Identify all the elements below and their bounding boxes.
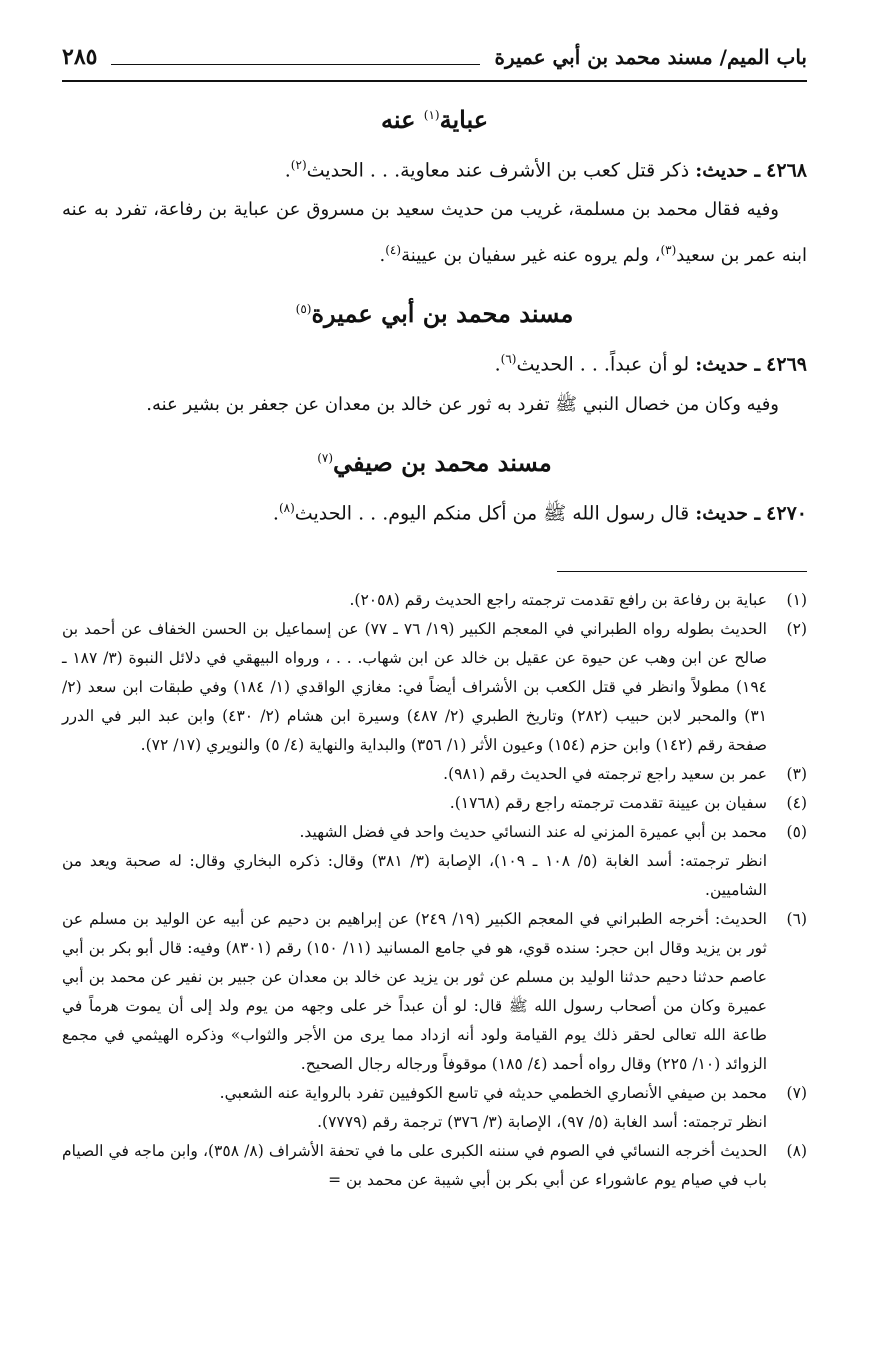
period: . bbox=[272, 501, 279, 524]
footnote-1 bbox=[62, 586, 807, 615]
footnote-ref: (٥) bbox=[295, 302, 312, 317]
footnote-7-extra: انظر ترجمته: أسد الغابة (٥/ ٩٧)، الإصابة (٣/ ٣٧٦) ترجمة رقم (٧٧٧٩). bbox=[317, 1112, 767, 1131]
footnote-6 bbox=[62, 905, 807, 1079]
footnote-label: (٧) bbox=[786, 1083, 807, 1102]
section-title-text: عباية bbox=[439, 105, 489, 134]
hadith-number: ٤٢٦٨ bbox=[766, 159, 807, 182]
hadith-tag: ـ حديث: bbox=[695, 501, 761, 524]
hadith-text: ذكر قتل كعب بن الأشرف عند معاوية. . . الحديث bbox=[306, 159, 690, 182]
section-title-2 bbox=[62, 290, 807, 333]
footnote-ref: (٦) bbox=[500, 352, 517, 367]
footnote-separator bbox=[557, 571, 807, 572]
page-header bbox=[62, 34, 807, 82]
hadith-number: ٤٢٧٠ bbox=[766, 501, 807, 524]
page-number: ٢٨٥ bbox=[62, 44, 98, 70]
hadith-text: لو أن عبداً. . . الحديث bbox=[516, 353, 690, 376]
hadith-text: قال رسول الله ﷺ من أكل منكم اليوم. . . الحديث bbox=[294, 501, 690, 524]
section-title-3 bbox=[62, 439, 807, 482]
footnote-ref: (٨) bbox=[278, 500, 295, 515]
note-text: ، ولم يروه عنه غير سفيان بن عيينة bbox=[401, 245, 661, 267]
section-title-1 bbox=[62, 96, 807, 139]
footnote-text: سفيان بن عيينة تقدمت ترجمته راجع رقم (١٧٦٨). bbox=[449, 793, 767, 812]
hadith-tag: ـ حديث: bbox=[695, 159, 761, 182]
footnote-label: (٣) bbox=[786, 764, 807, 783]
footnote-5 bbox=[62, 818, 807, 847]
header-rule bbox=[111, 64, 480, 65]
footnote-text: الحديث أخرجه النسائي في الصوم في سننه الكبرى على ما في تحفة الأشراف (٨/ ٣٥٨)، وابن ماجه في الصيام باب في صيام يوم عاشوراء عن أبي بكر بن أبي شيبة عن محمد بن = bbox=[62, 1141, 768, 1189]
hadith-tag: ـ حديث: bbox=[695, 353, 761, 376]
footnote-label: (٢) bbox=[786, 619, 807, 638]
section-title-text: مسند محمد بن صيفي bbox=[333, 447, 552, 477]
hadith-entry-4268 bbox=[62, 145, 807, 190]
period: . bbox=[284, 159, 291, 182]
footnote-text: الحديث: أخرجه الطبراني في المعجم الكبير (١٩/ ٢٤٩) عن إبراهيم بن دحيم عن أبيه عن الوليد بن مسلم عن ثور بن يزيد وقال ابن حجر: سنده قوي، هو في جامع المسانيد (١١/ ١٥٠) رقم (٨٣٠١) وفيه: قال أبو بكر بن أبي عاصم حدثنا دحيم حدثنا الوليد بن مسلم عن ثور بن يزيد عن خالد بن معدان عن جبير بن نفير عن محمد بن أبي عميرة وكان من أصحاب رسول الله ﷺ قال: لو أن عبداً خر على وجهه من يوم ولد إلى أن يموت هرماً في طاعة الله تعالى لحقر ذلك يوم القيامة ولود أنه ازداد مما يرى من الأجر والثواب» وذكره الهيثمي في مجمع الزوائد (١٠/ ٢٢٥) وقال رواه أحمد (٤/ ١٨٥) موقوفاً ورجاله رجال الصحيح. bbox=[62, 909, 767, 1073]
footnote-5-extra: انظر ترجمته: أسد الغابة (٥/ ١٠٨ ـ ١٠٩)، الإصابة (٣/ ٣٨١) وقال: ذكره البخاري وقال: له صحبة ويعد من الشاميين. bbox=[62, 851, 767, 899]
period: . bbox=[494, 353, 501, 376]
footnote-text: محمد بن صيفي الأنصاري الخطمي حديثه في تاسع الكوفيين تفرد بالرواية عنه الشعبي. bbox=[219, 1083, 767, 1102]
hadith-number: ٤٢٦٩ bbox=[766, 353, 807, 376]
footnote-text: عمر بن سعيد راجع ترجمته في الحديث رقم (٩٨١). bbox=[443, 764, 767, 783]
footnote-label: (١) bbox=[786, 590, 807, 609]
section-title-text: مسند محمد بن أبي عميرة bbox=[311, 299, 574, 329]
period: . bbox=[379, 245, 386, 267]
footnote-label: (٦) bbox=[786, 909, 807, 928]
book-page bbox=[62, 34, 807, 1195]
section-title-suffix: عنه bbox=[380, 105, 416, 134]
footnote-ref: (٧) bbox=[317, 450, 334, 465]
footnotes bbox=[62, 586, 807, 1195]
hadith-entry-4270 bbox=[62, 488, 807, 533]
footnote-label: (٤) bbox=[786, 793, 807, 812]
hadith-note-4268 bbox=[62, 190, 807, 276]
footnote-label: (٥) bbox=[786, 822, 807, 841]
footnote-label: (٨) bbox=[786, 1141, 807, 1160]
footnote-text: الحديث بطوله رواه الطبراني في المعجم الكبير (١٩/ ٧٦ ـ ٧٧) عن إسماعيل بن الحسن الخفاف عن أحمد بن صالح عن ابن وهب عن حيوة عن عقيل بن خالد عن ابن شهاب. . . ، ورواه البيهقي في دلائل النبوة (٣/ ١٨٧ ـ ١٩٤) مطولاً وانظر في قتل الكعب بن الأشراف أيضاً في: مغازي الواقدي (١/ ١٨٤) وفي طبقات ابن سعد (٢/ ٣١) والمحبر لابن حبيب (٢٨٢) وتاريخ الطبري (٢/ ٤٨٧) وسيرة ابن هشام (٢/ ٤٣٠) وابن عبد البر في الدرر صفحة رقم (١٤٢) وابن حزم (١٥٤) وعيون الأثر (١/ ٣٥٦) والبداية والنهاية (٤/ ٥) والنويري (١٧/ ٧٢). bbox=[62, 619, 768, 754]
footnote-ref: (١) bbox=[423, 108, 440, 122]
footnote-4 bbox=[62, 789, 807, 818]
footnote-8 bbox=[62, 1137, 807, 1195]
hadith-note-4269: وفيه وكان من خصال النبي ﷺ تفرد به ثور عن خالد بن معدان عن جعفر بن بشير عنه. bbox=[146, 393, 779, 415]
footnote-7 bbox=[62, 1079, 807, 1108]
footnote-ref: (٢) bbox=[290, 158, 307, 172]
hadith-entry-4269 bbox=[62, 339, 807, 384]
footnote-text: محمد بن أبي عميرة المزني له عند النسائي حديث واحد في فضل الشهيد. bbox=[299, 822, 767, 841]
note-text: وفيه فقال محمد بن مسلمة، غريب من حديث سعيد بن مسروق عن عباية بن رفاعة، تفرد به عنه ابنه عمر بن سعيد bbox=[62, 199, 807, 267]
running-title: باب الميم/ مسند محمد بن أبي عميرة bbox=[494, 45, 807, 69]
footnote-2 bbox=[62, 615, 807, 760]
footnote-ref: (٤) bbox=[385, 243, 402, 258]
footnote-ref: (٣) bbox=[660, 243, 677, 258]
footnote-text: عباية بن رفاعة بن رافع تقدمت ترجمته راجع الحديث رقم (٢٠٥٨). bbox=[349, 590, 767, 609]
footnote-3 bbox=[62, 760, 807, 789]
